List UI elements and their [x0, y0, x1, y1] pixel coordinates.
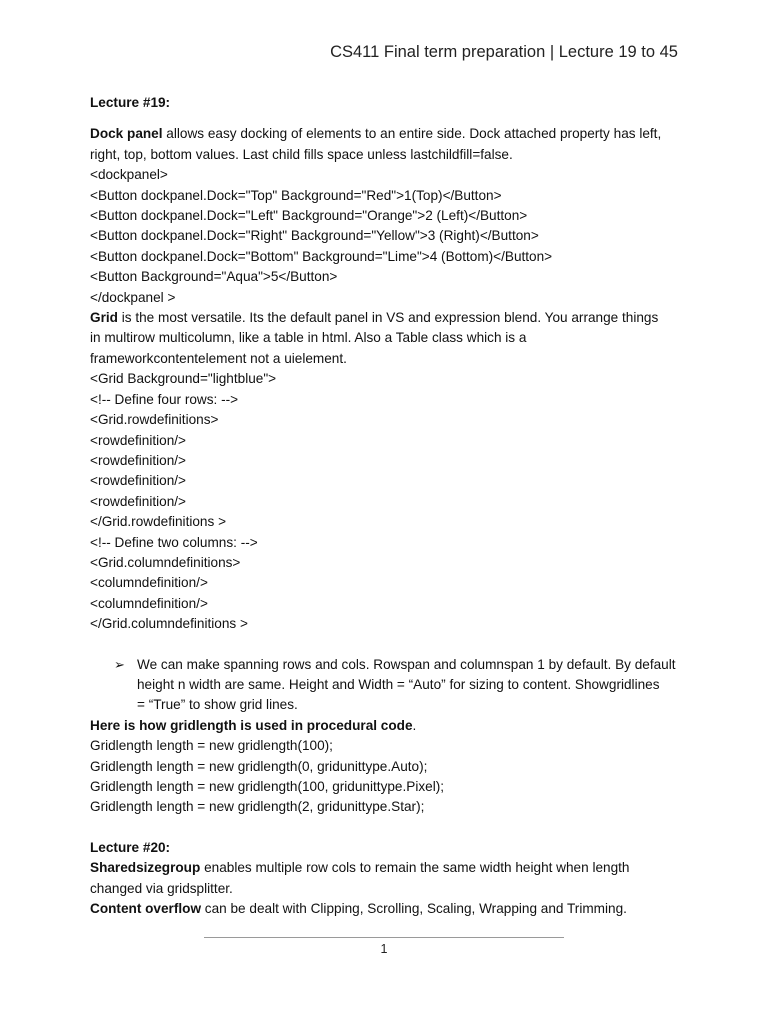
code-line: <!-- Define two columns: -->	[90, 534, 258, 550]
sharedsizegroup-line-2: changed via gridsplitter.	[90, 880, 233, 896]
grid-code-block	[90, 369, 690, 634]
page-header-title: CS411 Final term preparation | Lecture 19 to 45	[330, 43, 678, 61]
content-overflow-term: Content overflow	[90, 901, 202, 917]
bullet-line: We can make spanning rows and cols. Rowspan and columnspan 1 by default. By default	[137, 656, 676, 672]
dock-panel-code-block	[90, 165, 690, 308]
sharedsizegroup-line-1	[90, 858, 690, 878]
grid-description: is the most versatile. Its the default panel in VS and expression blend. You arrange things	[117, 310, 659, 326]
gridlength-code-block	[90, 736, 690, 818]
code-line: <columndefinition/>	[90, 575, 208, 591]
code-line: <columndefinition/>	[90, 595, 208, 611]
grid-paragraph-line-3: frameworkcontentelement not a uielement.	[90, 350, 347, 366]
code-line: <!-- Define four rows: -->	[90, 391, 239, 407]
arrow-bullet-icon: ➢	[114, 656, 125, 672]
code-line: <rowdefinition/>	[90, 493, 186, 509]
footer-divider	[204, 937, 564, 938]
code-line: Gridlength length = new gridlength(100);	[90, 738, 333, 754]
spacer	[90, 818, 690, 838]
content-overflow-description: can be dealt with Clipping, Scrolling, Scaling, Wrapping and Trimming.	[201, 901, 627, 917]
code-line: <Grid.rowdefinitions>	[90, 412, 219, 428]
lecture-19-heading: Lecture #19:	[90, 95, 171, 110]
code-line: Gridlength length = new gridlength(0, gridunittype.Auto);	[90, 758, 428, 774]
gridlength-heading-period: .	[412, 717, 417, 733]
code-line: </Grid.columndefinitions >	[90, 616, 248, 632]
sharedsizegroup-term: Sharedsizegroup	[90, 860, 201, 876]
code-line: <Button Background="Aqua">5</Button>	[90, 269, 338, 285]
spacer	[90, 113, 690, 124]
spanning-bullet-item	[90, 655, 690, 716]
code-line: <rowdefinition/>	[90, 452, 186, 468]
dock-panel-description: allows easy docking of elements to an entire side. Dock attached property has left,	[162, 126, 662, 142]
code-line: </Grid.rowdefinitions >	[90, 514, 227, 530]
gridlength-heading	[90, 716, 690, 736]
code-line: </dockpanel >	[90, 289, 176, 305]
code-line: <rowdefinition/>	[90, 473, 186, 489]
code-line: <Button dockpanel.Dock="Left" Background="Orange">2 (Left)</Button>	[90, 208, 528, 224]
grid-term: Grid	[90, 310, 118, 326]
code-line: <rowdefinition/>	[90, 432, 186, 448]
code-line: Gridlength length = new gridlength(100, gridunittype.Pixel);	[90, 779, 445, 794]
content-overflow-line	[90, 899, 690, 919]
code-line: Gridlength length = new gridlength(2, gridunittype.Star);	[90, 799, 425, 815]
bullet-line: = “True” to show grid lines.	[137, 697, 298, 713]
grid-paragraph-line-2: in multirow multicolumn, like a table in html. Also a Table class which is a	[90, 330, 527, 346]
dock-panel-term: Dock panel	[90, 126, 163, 142]
code-line: <dockpanel>	[90, 167, 168, 183]
code-line: <Grid.columndefinitions>	[90, 554, 241, 570]
dock-panel-paragraph-line-1	[90, 124, 690, 144]
page-number: 1	[380, 942, 388, 956]
code-line: <Button dockpanel.Dock="Right" Background="Yellow">3 (Right)</Button>	[90, 228, 539, 244]
code-line: <Button dockpanel.Dock="Top" Background="Red">1(Top)</Button>	[90, 187, 502, 203]
page-content	[90, 93, 690, 919]
gridlength-heading-text: Here is how gridlength is used in procedural code	[90, 717, 413, 733]
spacer	[90, 635, 690, 655]
grid-paragraph-line-1	[90, 308, 690, 328]
code-line: <Button dockpanel.Dock="Bottom" Background="Lime">4 (Bottom)</Button>	[90, 248, 553, 264]
dock-panel-paragraph-line-2: right, top, bottom values. Last child fills space unless lastchildfill=false.	[90, 146, 513, 162]
sharedsizegroup-description: enables multiple row cols to remain the same width height when length	[200, 860, 630, 876]
lecture-20-heading: Lecture #20:	[90, 839, 171, 855]
code-line: <Grid Background="lightblue">	[90, 371, 277, 387]
bullet-line: height n width are same. Height and Width = “Auto” for sizing to content. Showgridlines	[137, 676, 660, 692]
